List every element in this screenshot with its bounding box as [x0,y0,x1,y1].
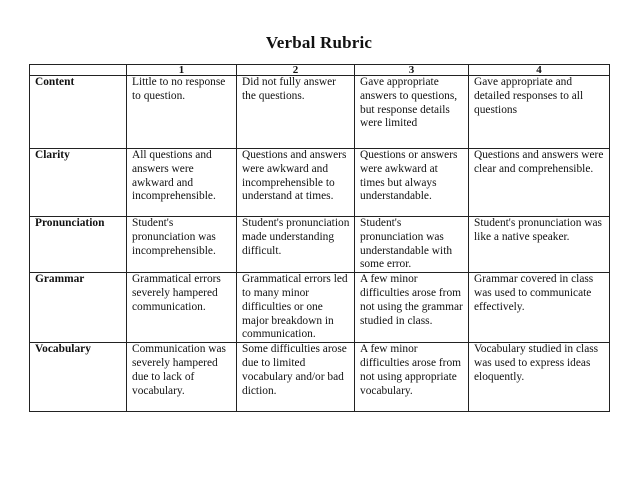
rubric-cell: Grammatical errors led to many minor difficulties or one major breakdown in communication. [237,273,355,343]
column-header-score-1: 1 [127,65,237,76]
rubric-cell: All questions and answers were awkward and incomprehensible. [127,149,237,217]
rubric-cell: Questions and answers were clear and comprehensible. [469,149,610,217]
rubric-cell: Gave appropriate answers to questions, but response details were limited [355,76,469,149]
table-row-vocabulary [30,343,610,412]
criterion-label: Content [30,76,127,149]
column-header-criterion [30,65,127,76]
rubric-cell: Communication was severely hampered due to lack of vocabulary. [127,343,237,412]
rubric-cell: Student's pronunciation made understanding difficult. [237,217,355,273]
rubric-cell: Little to no response to question. [127,76,237,149]
rubric-cell: Student's pronunciation was understandable with some error. [355,217,469,273]
table-row-grammar [30,273,610,343]
table-header-row [30,65,610,76]
rubric-cell: Vocabulary studied in class was used to express ideas eloquently. [469,343,610,412]
rubric-cell: Grammatical errors severely hampered communication. [127,273,237,343]
rubric-cell: A few minor difficulties arose from not using appropriate vocabulary. [355,343,469,412]
criterion-label: Pronunciation [30,217,127,273]
rubric-cell: Grammar covered in class was used to communicate effectively. [469,273,610,343]
rubric-cell: Did not fully answer the questions. [237,76,355,149]
criterion-label: Vocabulary [30,343,127,412]
rubric-cell: Questions or answers were awkward at times but always understandable. [355,149,469,217]
rubric-cell: Student's pronunciation was like a native speaker. [469,217,610,273]
table-row-clarity [30,149,610,217]
rubric-cell: Gave appropriate and detailed responses to all questions [469,76,610,149]
column-header-score-2: 2 [237,65,355,76]
column-header-score-4: 4 [469,65,610,76]
rubric-cell: Some difficulties arose due to limited vocabulary and/or bad diction. [237,343,355,412]
criterion-label: Grammar [30,273,127,343]
rubric-cell: A few minor difficulties arose from not using the grammar studied in class. [355,273,469,343]
page-title: Verbal Rubric [265,33,373,52]
column-header-score-3: 3 [355,65,469,76]
rubric-cell: Student's pronunciation was incomprehensible. [127,217,237,273]
table-row-pronunciation [30,217,610,273]
rubric-cell: Questions and answers were awkward and incomprehensible to understand at times. [237,149,355,217]
rubric-table [29,64,610,412]
criterion-label: Clarity [30,149,127,217]
table-row-content [30,76,610,149]
